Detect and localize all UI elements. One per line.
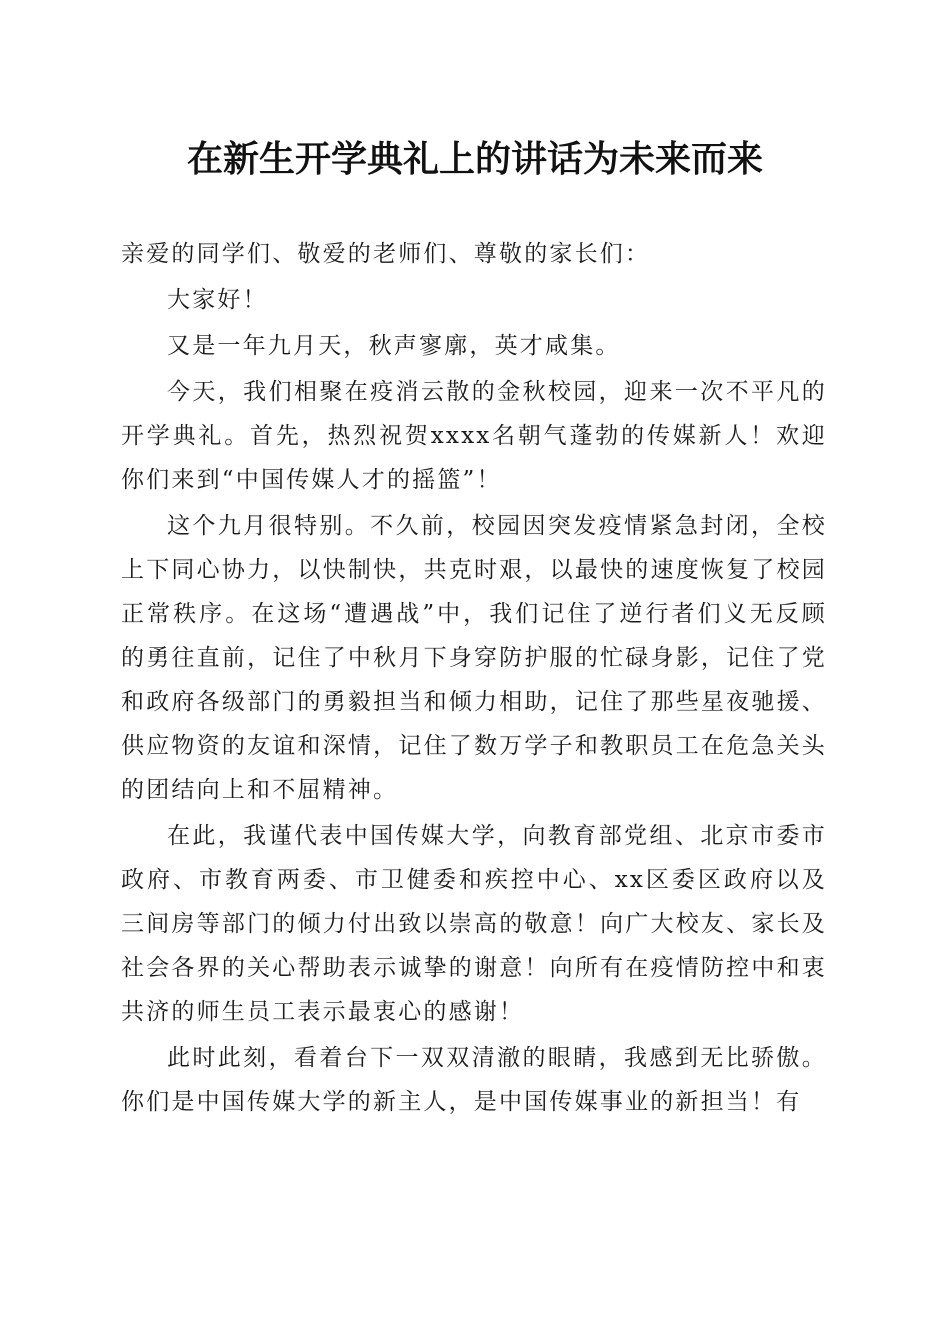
paragraph-welcome: 今天，我们相聚在疫消云散的金秋校园，迎来一次不平凡的开学典礼。首先，热烈祝贺xxxx名朝气蓬勃的传媒新人！欢迎你们来到“中国传媒人才的摇篮”！ bbox=[121, 379, 827, 493]
document-body bbox=[121, 232, 827, 1126]
paragraph-pandemic: 这个九月很特别。不久前，校园因突发疫情紧急封闭，全校上下同心协力，以快制快，共克时艰，以最快的速度恢复了校园正常秩序。在这场“遭遇战”中，我们记住了逆行者们义无反顾的勇往直前，记住了中秋月下身穿防护服的忙碌身影，记住了党和政府各级部门的勇毅担当和倾力相助，记住了那些星夜驰援、供应物资的友谊和深情，记住了数万学子和教职员工在危急关头的团结向上和不屈精神。 bbox=[121, 513, 827, 803]
document-title: 在新生开学典礼上的讲话为未来而来 bbox=[186, 138, 763, 180]
salutation: 亲爱的同学们、敬爱的老师们、尊敬的家长们： bbox=[121, 241, 651, 267]
paragraph-thanks: 在此，我谨代表中国传媒大学，向教育部党组、北京市委市政府、市教育两委、市卫健委和疾控中心、xx区委区政府以及三间房等部门的倾力付出致以崇高的敬意！向广大校友、家长及社会各界的关心帮助表示诚挚的谢意！向所有在疫情防控中和衷共济的师生员工表示最衷心的感谢！ bbox=[121, 823, 827, 1025]
paragraph-season: 又是一年九月天，秋声寥廓，英才咸集。 bbox=[167, 333, 621, 359]
paragraph-greeting: 大家好！ bbox=[167, 287, 268, 313]
paragraph-proud: 此时此刻，看着台下一双双清澈的眼睛，我感到无比骄傲。你们是中国传媒大学的新主人，是中国传媒事业的新担当！有 bbox=[121, 1045, 827, 1115]
